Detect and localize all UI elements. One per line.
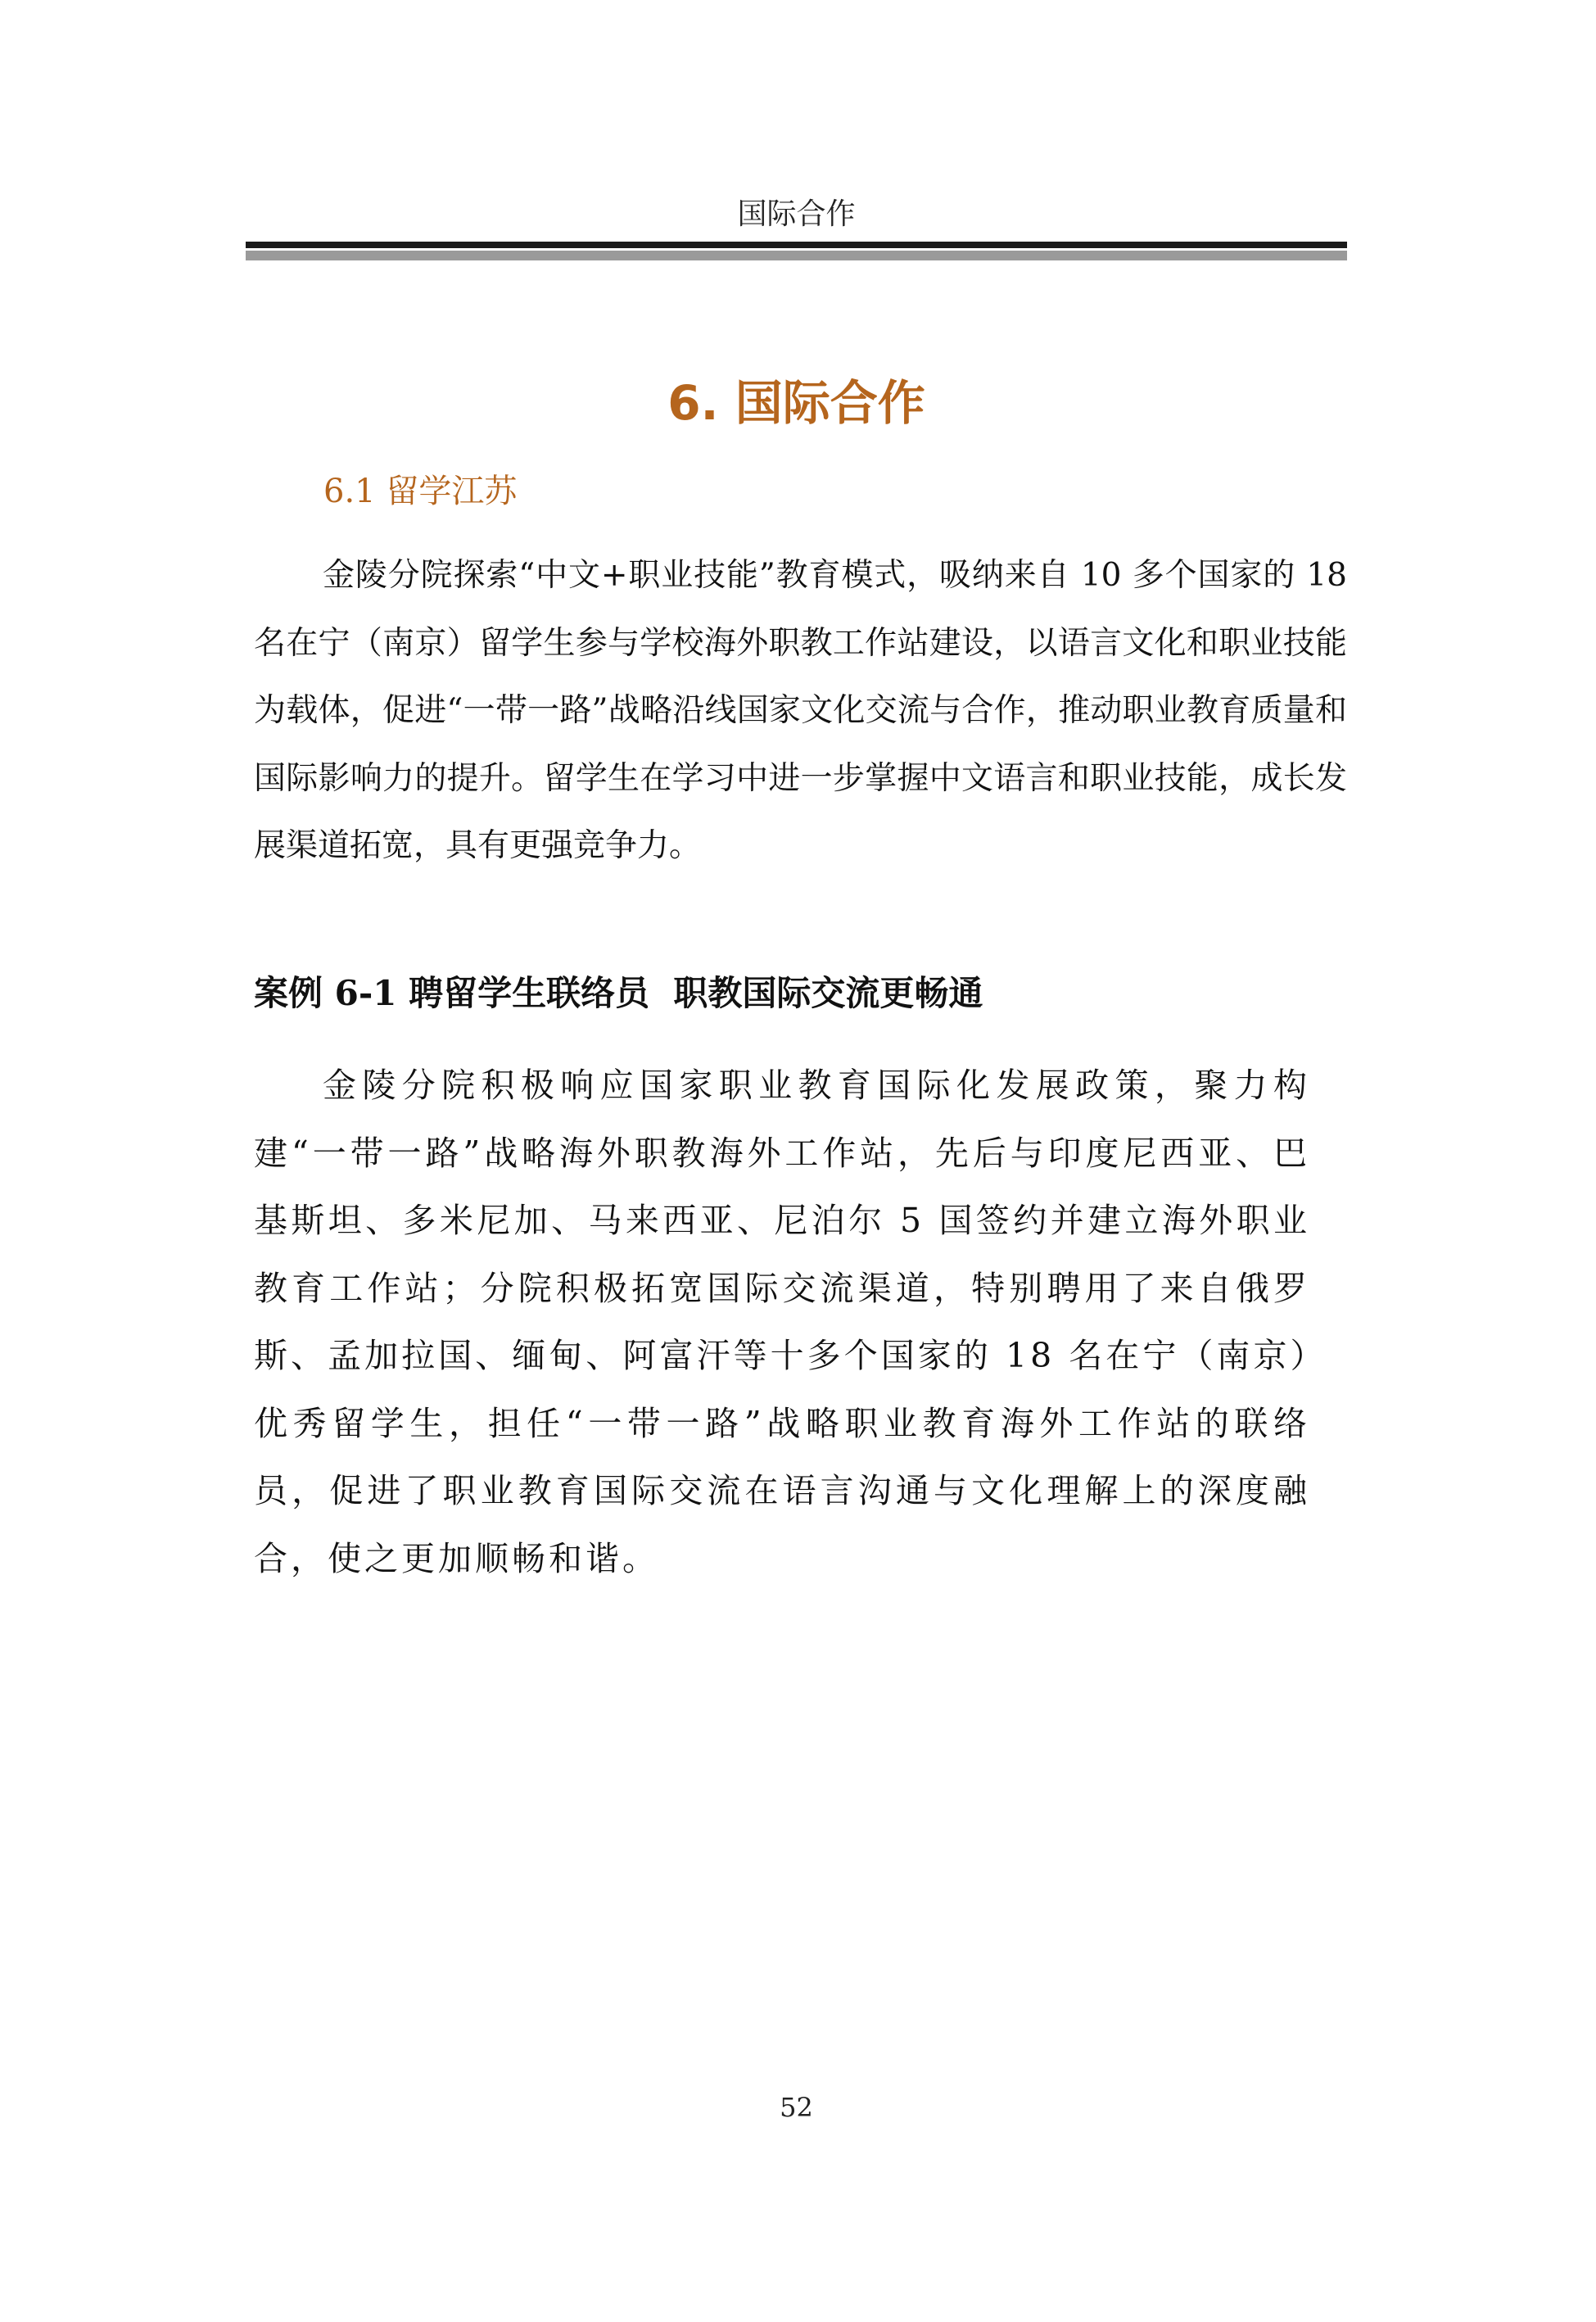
section-title: 6.1 留学江苏 <box>323 473 518 510</box>
chapter-title: 6. 国际合作 <box>667 375 925 431</box>
running-header: 国际合作 <box>737 197 856 231</box>
header-rule-thick <box>246 242 1347 248</box>
case-paragraph: 金陵分院积极响应国家职业教育国际化发展政策，聚力构建“一带一路”战略海外职教海外工作站，先后与印度尼西亚、巴基斯坦、多米尼加、马来西亚、尼泊尔 5 国签约并建立海外职业教育工作站；分院积极拓宽国际交流渠道，特别聘用了来自俄罗斯、孟加拉国、缅甸、阿富汗等十多个国家的 18 名在宁（南京）优秀留学生，担任“一带一路”战略职业教育海外工作站的联络员，促进了职业教育国际交流在语言沟通与文化理解上的深度融合，使之更加顺畅和谐。 <box>254 1066 1310 1578</box>
case-title: 案例 6-1 聘留学生联络员 职教国际交流更畅通 <box>254 973 983 1013</box>
section-paragraph: 金陵分院探索“中文+职业技能”教育模式，吸纳来自 10 多个国家的 18 名在宁（南京）留学生参与学校海外职教工作站建设，以语言文化和职业技能为载体，促进“一带一路”战略沿线国家文化交流与合作，推动职业教育质量和国际影响力的提升。留学生在学习中进一步掌握中文语言和职业技能，成长发展渠道拓宽，具有更强竞争力。 <box>254 557 1347 864</box>
header-rule-thin <box>246 251 1347 260</box>
page-number: 52 <box>780 2092 813 2123</box>
